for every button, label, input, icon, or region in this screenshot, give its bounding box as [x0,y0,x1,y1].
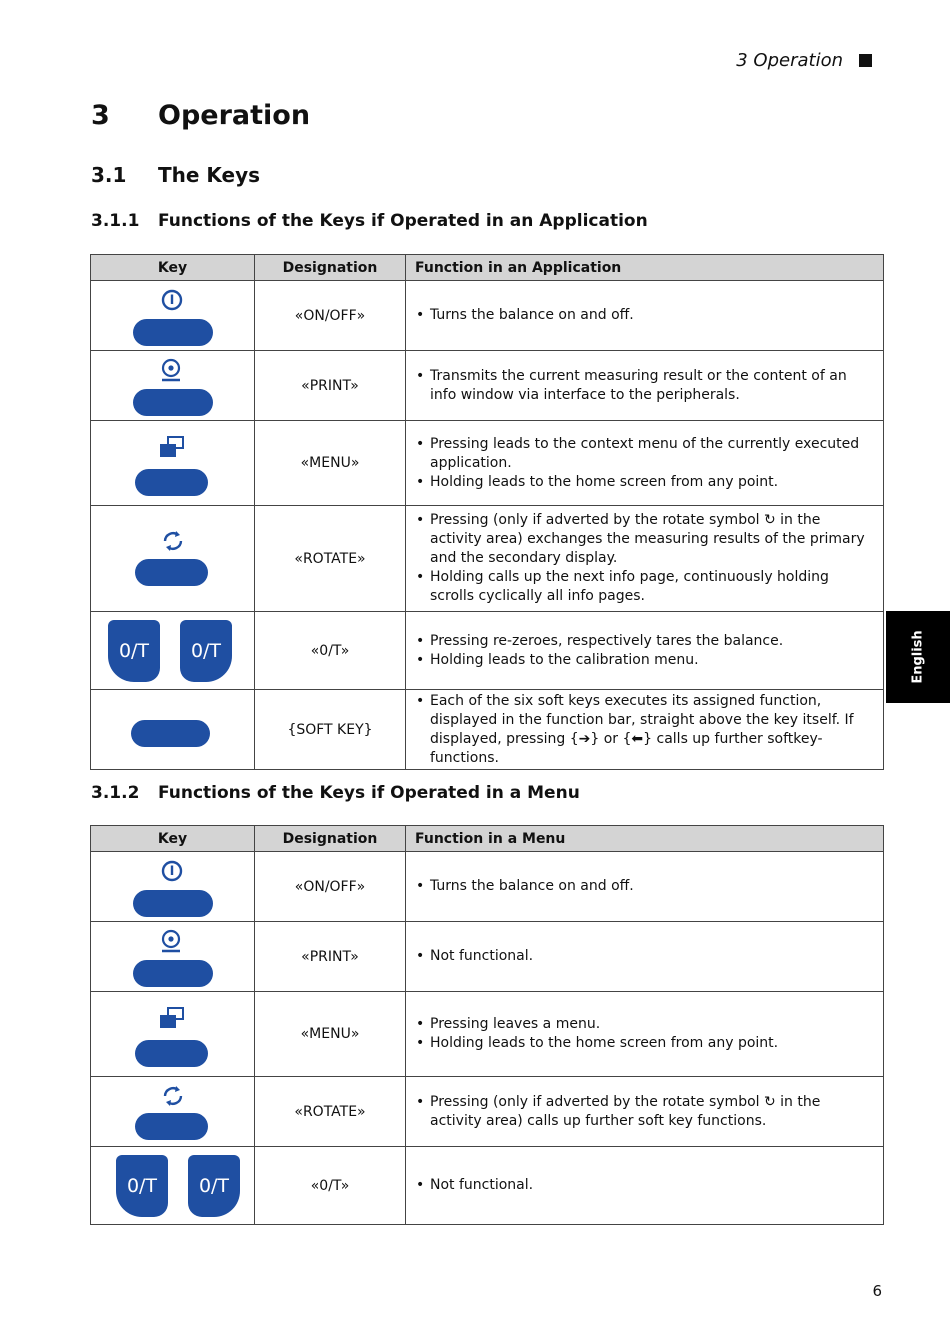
language-tab [886,611,950,703]
section-heading [91,163,260,187]
zero-tare-key-left[interactable] [116,1155,168,1217]
function-item: • Holding leads to the calibration menu. [416,651,873,670]
function-item: • Holding leads to the home screen from any point. [416,473,873,492]
function-item: • Transmits the current measuring result or the content of an info window via interface to the peripherals. [416,367,873,405]
designation-cell: «PRINT» [255,922,406,992]
column-header-function: Function in a Menu [406,826,884,852]
running-head-text: 3 Operation [736,50,843,71]
power-icon [161,289,183,311]
table-row [91,922,884,992]
key-cell [91,506,255,612]
table-row [91,281,884,351]
function-item: • Pressing leaves a menu. [416,1015,873,1034]
designation-cell: «MENU» [255,992,406,1077]
table-row [91,1147,884,1225]
subsection-title: Functions of the Keys if Operated in an Application [158,211,648,231]
function-item: • Holding leads to the home screen from any point. [416,1034,873,1053]
menu-key-button[interactable] [135,469,208,496]
function-cell [406,1147,884,1225]
rotate-icon [161,1084,185,1108]
table-row [91,992,884,1077]
chapter-title: Operation [158,100,311,131]
subsection-title: Functions of the Keys if Operated in a Menu [158,783,580,803]
function-cell [406,852,884,922]
running-head [736,50,872,71]
section-title: The Keys [158,163,261,187]
function-item: • Each of the six soft keys executes its assigned function, displayed in the function bar, straight above the key itself. If displayed, pressing {➔} or {⬅} calls up further softkey-functions. [416,692,873,768]
subsection-heading-2 [91,783,580,803]
function-cell [406,922,884,992]
function-item: • Not functional. [416,1176,873,1195]
function-cell [406,506,884,612]
table-row [91,852,884,922]
subsection-number: 3.1.1 [91,211,140,231]
function-item: • Not functional. [416,947,873,966]
zero-tare-label: 0/T [118,640,150,662]
zero-tare-label: 0/T [198,1175,230,1197]
zero-tare-label: 0/T [190,640,222,662]
key-cell [91,992,255,1077]
designation-cell: «PRINT» [255,351,406,421]
key-cell [91,281,255,351]
rotate-key-button[interactable] [135,559,208,586]
menu-key-button[interactable] [135,1040,208,1067]
page-number: 6 [872,1282,882,1300]
subsection-heading-1 [91,211,648,231]
power-key-button[interactable] [133,890,213,917]
function-cell [406,421,884,506]
zero-tare-key-right[interactable] [180,620,232,682]
keys-menu-table [90,825,884,1225]
square-marker-icon [859,54,872,67]
designation-cell: «ROTATE» [255,1077,406,1147]
column-header-designation: Designation [255,826,406,852]
menu-icon [158,1006,186,1030]
designation-cell: «0/T» [255,1147,406,1225]
function-cell [406,992,884,1077]
print-icon [160,358,182,382]
keys-application-table [90,254,884,770]
zero-tare-key-left[interactable] [108,620,160,682]
designation-cell: «ROTATE» [255,506,406,612]
soft-key-button[interactable] [131,720,210,747]
key-cell [91,922,255,992]
function-item: • Pressing leads to the context menu of the currently executed application. [416,435,873,473]
language-tab-label: English [910,630,926,684]
table-row [91,1077,884,1147]
chapter-heading [91,100,310,131]
designation-cell: «0/T» [255,612,406,690]
designation-cell: {SOFT KEY} [255,690,406,770]
print-icon [160,929,182,953]
function-item: • Pressing (only if adverted by the rotate symbol ↻ in the activity area) exchanges the measuring results of the primary and the secondary display. [416,511,873,568]
rotate-key-button[interactable] [135,1113,208,1140]
function-item: • Pressing (only if adverted by the rotate symbol ↻ in the activity area) calls up further soft key functions. [416,1093,873,1131]
column-header-function: Function in an Application [406,255,884,281]
function-item: • Pressing re-zeroes, respectively tares the balance. [416,632,873,651]
zero-tare-label: 0/T [126,1175,158,1197]
designation-cell: «ON/OFF» [255,281,406,351]
function-cell [406,690,884,770]
key-cell [91,1077,255,1147]
key-cell [91,612,255,690]
table-row [91,690,884,770]
function-cell [406,612,884,690]
function-item: • Turns the balance on and off. [416,306,873,325]
section-number: 3.1 [91,163,127,187]
chapter-number: 3 [91,100,110,131]
function-cell [406,1077,884,1147]
function-cell [406,281,884,351]
key-cell [91,690,255,770]
designation-cell: «MENU» [255,421,406,506]
rotate-icon [161,529,185,553]
print-key-button[interactable] [133,389,213,416]
zero-tare-key-right[interactable] [188,1155,240,1217]
table-row [91,506,884,612]
key-cell [91,852,255,922]
subsection-number: 3.1.2 [91,783,140,803]
print-key-button[interactable] [133,960,213,987]
table-row [91,351,884,421]
power-key-button[interactable] [133,319,213,346]
function-cell [406,351,884,421]
function-item: • Turns the balance on and off. [416,877,873,896]
column-header-key: Key [91,826,255,852]
power-icon [161,860,183,882]
key-cell [91,351,255,421]
column-header-designation: Designation [255,255,406,281]
table-row [91,612,884,690]
column-header-key: Key [91,255,255,281]
designation-cell: «ON/OFF» [255,852,406,922]
table-row [91,421,884,506]
function-item: • Holding calls up the next info page, continuously holding scrolls cyclically all info pages. [416,568,873,606]
key-cell [91,421,255,506]
key-cell [91,1147,255,1225]
menu-icon [158,435,186,459]
